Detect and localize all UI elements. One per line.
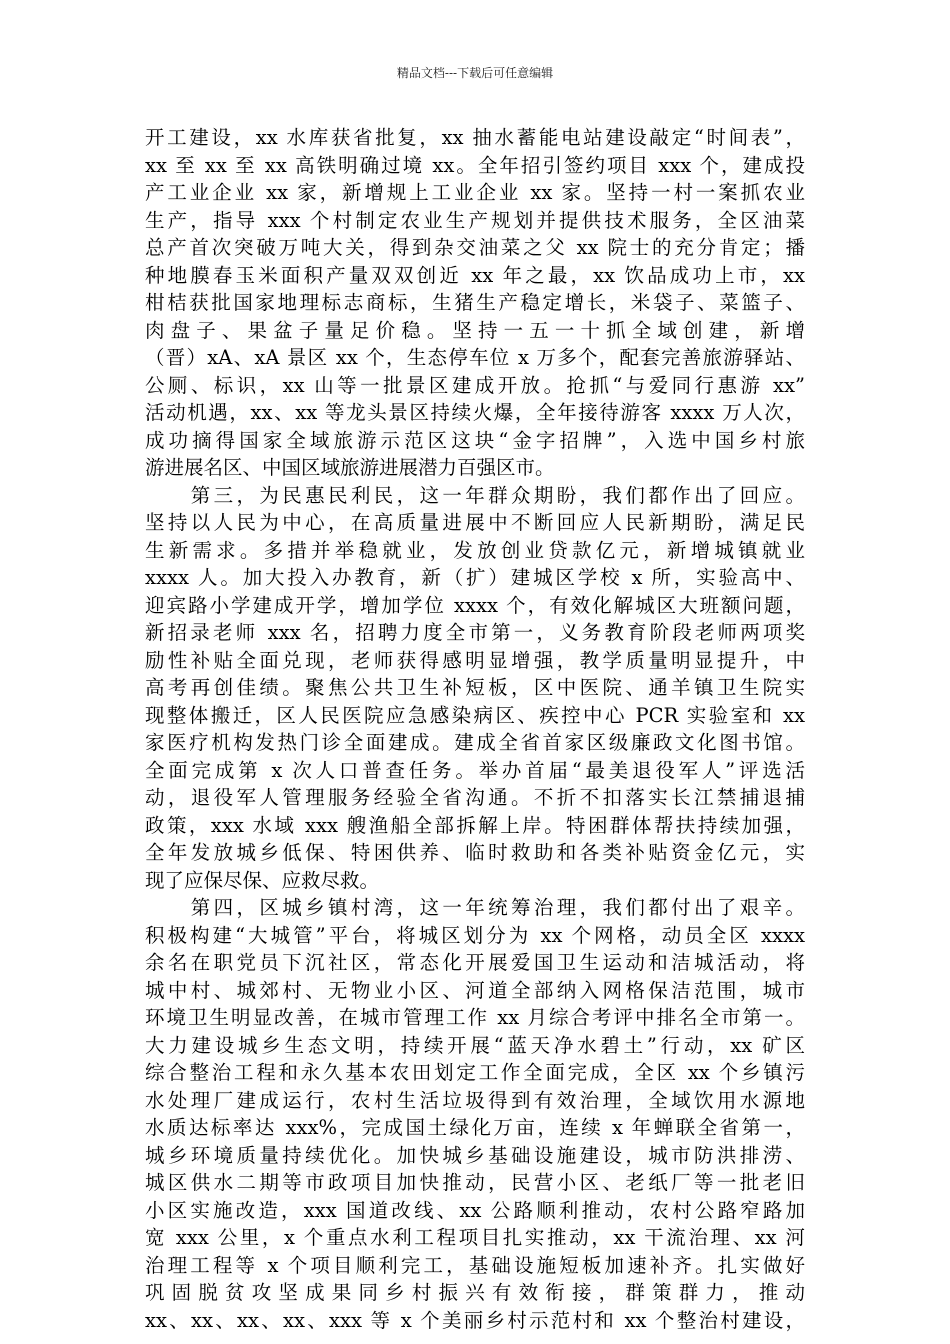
text-line: 环境卫生明显改善，在城市管理工作 xx 月综合考评中排名全市第一。 xyxy=(145,1006,805,1029)
text-line: xx、xx、xx、xx、xxx 等 x 个美丽乡村示范村和 xx 个整治村建设， xyxy=(145,1308,805,1332)
text-line: 成功摘得国家全域旅游示范区这块“金字招牌”，入选中国乡村旅 xyxy=(145,428,805,452)
text-line: 柑桔获批国家地理标志商标，生猪生产稳定增长，米袋子、菜篮子、 xyxy=(145,291,805,314)
text-line: 水处理厂建成运行，农村生活垃圾得到有效治理，全域饮用水源地 xyxy=(145,1088,805,1112)
text-line: 坚持以人民为中心，在高质量进展中不断回应人民新期盼，满足民 xyxy=(145,511,805,534)
text-line: 种地膜春玉米面积产量双双创近 xx 年之最，xx 饮品成功上市，xx xyxy=(145,263,805,287)
text-line: 现了应保尽保、应救尽救。 xyxy=(145,868,380,892)
text-line: 开工建设，xx 水库获省批复，xx 抽水蓄能电站建设敲定“时间表”， xyxy=(145,126,805,149)
text-line: 小区实施改造，xxx 国道改线、xx 公路顺利推动，农村公路窄路加 xyxy=(145,1198,805,1222)
text-line: 政策，xxx 水域 xxx 艘渔船全部拆解上岸。特困群体帮扶持续加强， xyxy=(145,813,805,837)
text-line: 生新需求。多措并举稳就业，发放创业贷款亿元，新增城镇就业 xyxy=(145,538,805,562)
text-line: 治理工程等 x 个项目顺利完工，基础设施短板加速补齐。扎实做好 xyxy=(145,1253,805,1277)
text-line: 大力建设城乡生态文明，持续开展“蓝天净水碧土”行动，xx 矿区 xyxy=(145,1033,805,1057)
text-line: 励性补贴全面兑现，老师获得感明显增强，教学质量明显提升，中 xyxy=(145,648,805,672)
text-line: 游进展名区、中国区域旅游进展潜力百强区市。 xyxy=(145,456,555,479)
text-line: 现整体搬迁，区人民医院应急感染病区、疾控中心 PCR 实验室和 xx xyxy=(145,703,805,727)
text-line: xxxx 人。加大投入办教育，新（扩）建城区学校 x 所，实验高中、 xyxy=(145,566,805,589)
text-line: 城中村、城郊村、无物业小区、河道全部纳入网格保洁范围，城市 xyxy=(145,978,805,1002)
text-line: 第四，区城乡镇村湾，这一年统筹治理，我们都付出了艰辛。 xyxy=(145,896,805,919)
text-line: 余名在职党员下沉社区，常态化开展爱国卫生运动和洁城活动，将 xyxy=(145,951,805,974)
text-line: 综合整治工程和永久基本农田划定工作全面完成，全区 xx 个乡镇污 xyxy=(145,1061,805,1084)
text-line: 产工业企业 xx 家，新增规上工业企业 xx 家。坚持一村一案抓农业 xyxy=(145,181,805,204)
text-line: 高考再创佳绩。聚焦公共卫生补短板，区中医院、通羊镇卫生院实 xyxy=(145,676,805,699)
text-line: 生产，指导 xxx 个村制定农业生产规划并提供技术服务，全区油菜 xyxy=(145,208,805,232)
text-line: 全年发放城乡低保、特困供养、临时救助和各类补贴资金亿元，实 xyxy=(145,841,805,864)
text-line: 水质达标率达 xxx%，完成国土绿化万亩，连续 x 年蝉联全省第一， xyxy=(145,1116,805,1139)
text-line: 全面完成第 x 次人口普查任务。举办首届“最美退役军人”评选活 xyxy=(145,758,805,782)
text-line: 公厕、标识，xx 山等一批景区建成开放。抢抓“与爱同行惠游 xx” xyxy=(145,373,805,397)
text-line: 城区供水二期等市政项目加快推动，民营小区、老纸厂等一批老旧 xyxy=(145,1171,805,1194)
document-body xyxy=(145,124,805,1334)
text-line: 积极构建“大城管”平台，将城区划分为 xx 个网格，动员全区 xxxx xyxy=(145,923,805,947)
text-line: 宽 xxx 公里，x 个重点水利工程项目扎实推动，xx 干流治理、xx 河 xyxy=(145,1226,805,1249)
text-line: 迎宾路小学建成开学，增加学位 xxxx 个，有效化解城区大班额问题， xyxy=(145,593,805,617)
page-header: 精品文档---下载后可任意编辑 xyxy=(396,66,554,80)
text-line: 家医疗机构发热门诊全面建成。建成全省首家区级廉政文化图书馆。 xyxy=(145,731,805,754)
text-line: 动，退役军人管理服务经验全省沟通。不折不扣落实长江禁捕退捕 xyxy=(145,786,805,809)
text-line: 活动机遇，xx、xx 等龙头景区持续火爆，全年接待游客 xxxx 万人次， xyxy=(145,401,805,424)
text-line: 肉盘子、果盆子量足价稳。坚持一五一十抓全域创建，新增 xyxy=(145,318,805,342)
text-line: （晋）xA、xA 景区 xx 个，生态停车位 x 万多个，配套完善旅游驿站、 xyxy=(145,346,805,369)
text-line: 新招录老师 xxx 名，招聘力度全市第一，义务教育阶段老师两项奖 xyxy=(145,621,805,644)
text-line: 总产首次突破万吨大关，得到杂交油菜之父 xx 院士的充分肯定；播 xyxy=(145,236,805,259)
text-line: 城乡环境质量持续优化。加快城乡基础设施建设，城市防洪排涝、 xyxy=(145,1143,805,1167)
text-line: 巩固脱贫攻坚成果同乡村振兴有效衔接，群策群力，推动 xyxy=(145,1281,805,1304)
text-line: 第三，为民惠民利民，这一年群众期盼，我们都作出了回应。 xyxy=(145,483,805,507)
text-line: xx 至 xx 至 xx 高铁明确过境 xx。全年招引签约项目 xxx 个，建成投 xyxy=(145,153,805,177)
